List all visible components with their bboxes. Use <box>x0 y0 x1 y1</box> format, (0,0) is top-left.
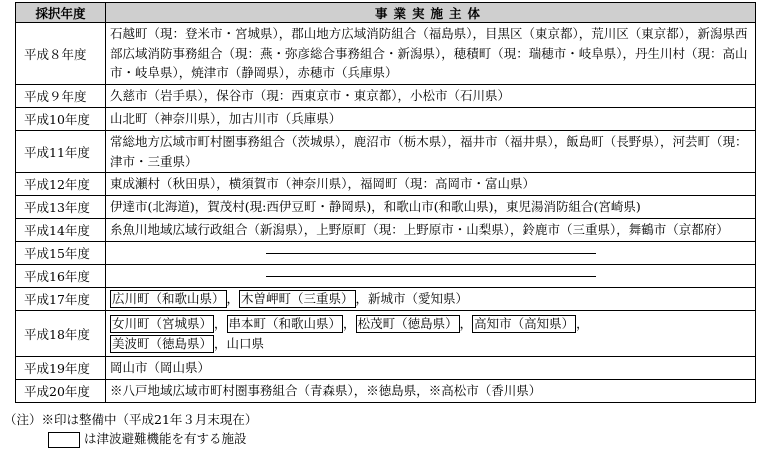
legend-box-icon <box>48 432 80 448</box>
notes <box>4 410 257 448</box>
table-row <box>16 311 756 357</box>
table-row <box>16 108 756 131</box>
implementer-text: 常総地方広域市町村圏事務組合（茨城県），鹿沼市（栃木県），福井市（福井県），飯島町（長野県），河芸町（現：津市・三重県） <box>110 134 748 169</box>
implementer-cell <box>106 357 756 380</box>
implementer-text: ， <box>459 316 473 331</box>
tsunami-facility-entry: 松茂町（徳島県） <box>357 316 458 331</box>
implementer-cell <box>106 311 756 357</box>
year-cell: 平成19年度 <box>16 357 106 380</box>
table-row <box>16 288 756 311</box>
implementer-cell <box>106 85 756 108</box>
year-cell: 平成14年度 <box>16 219 106 242</box>
note-line-2-text: は津波避難機能を有する施設 <box>84 431 247 446</box>
table-row <box>16 357 756 380</box>
table-row <box>16 85 756 108</box>
header-year: 採択年度 <box>16 3 106 23</box>
implementer-cell <box>106 265 756 288</box>
implementer-cell <box>106 288 756 311</box>
note-line-1: （注）※印は整備中（平成21年３月末現在） <box>4 412 258 427</box>
implementer-cell <box>106 380 756 403</box>
year-cell: 平成13年度 <box>16 196 106 219</box>
year-cell: 平成８年度 <box>16 23 106 85</box>
table-row <box>16 219 756 242</box>
implementer-text: ， <box>343 316 356 331</box>
implementer-text: 伊達市(北海道)，賀茂村(現:西伊豆町・静岡県)，和歌山市(和歌山県)，東児湯消防組合(宮崎県) <box>110 199 641 215</box>
implementer-text: ， <box>226 291 240 307</box>
implementer-text: 山北町（神奈川県），加古川市（兵庫県） <box>110 111 342 127</box>
implementer-cell <box>106 108 756 131</box>
adoption-table <box>15 2 756 403</box>
table-row <box>16 242 756 265</box>
empty-dash-line <box>266 276 596 277</box>
table-row <box>16 23 756 85</box>
implementer-text: ， <box>214 316 227 331</box>
implementer-text: 石越町（現：登米市・宮城県），郡山地方広域消防組合（福島県），目黒区（東京都），荒川区（東京都），新潟県西部広域消防事務組合（現：燕・弥彦総合事務組合・新潟県），穂積町（現：瑞穂市・岐阜県），丹生川村（現：高山市・岐阜県），焼津市（静岡県），赤穂市（兵庫県） <box>110 26 748 81</box>
empty-dash-line <box>266 253 596 254</box>
tsunami-facility-entry: 高知市（高知県） <box>474 316 575 331</box>
implementer-text: ， <box>576 316 589 331</box>
table-row <box>16 265 756 288</box>
year-cell: 平成18年度 <box>16 311 106 357</box>
implementer-text: 久慈市（岩手県），保谷市（現：西東京市・東京都），小松市（石川県） <box>110 88 511 104</box>
tsunami-facility-entry: 串本町（和歌山県） <box>228 316 342 331</box>
year-cell: 平成17年度 <box>16 288 106 311</box>
year-cell: 平成16年度 <box>16 265 106 288</box>
year-cell: 平成11年度 <box>16 131 106 173</box>
implementer-cell <box>106 173 756 196</box>
year-cell: 平成12年度 <box>16 173 106 196</box>
year-cell: 平成10年度 <box>16 108 106 131</box>
implementer-cell <box>106 23 756 85</box>
implementer-text: 糸魚川地域広域行政組合（新潟県），上野原町（現：上野原市・山梨県），鈴鹿市（三重県），舞鶴市（京都府） <box>110 222 729 238</box>
tsunami-facility-entry: 美波町（徳島県） <box>112 335 213 351</box>
implementer-cell <box>106 196 756 219</box>
table-row <box>16 380 756 403</box>
tsunami-facility-entry: 広川町（和歌山県） <box>112 291 225 307</box>
tsunami-facility-entry: 木曽岬町（三重県） <box>241 291 354 307</box>
tsunami-facility-entry: 女川町（宮城県） <box>112 316 213 331</box>
year-cell: 平成15年度 <box>16 242 106 265</box>
implementer-text: 東成瀬村（秋田県），横須賀市（神奈川県），福岡町（現：高岡市・富山県） <box>110 176 536 192</box>
header-body: 事業実施主体 <box>106 3 756 23</box>
header-row <box>16 3 756 23</box>
table-row <box>16 173 756 196</box>
table-body <box>16 23 756 403</box>
note-line-2 <box>4 429 257 448</box>
table-row <box>16 131 756 173</box>
implementer-text: ※八戸地域広域市町村圏事務組合（青森県），※徳島県，※高松市（香川県） <box>110 383 542 399</box>
implementer-cell <box>106 242 756 265</box>
year-cell: 平成20年度 <box>16 380 106 403</box>
implementer-text: 岡山市（岡山県） <box>110 360 211 376</box>
implementer-text: ，山口県 <box>214 335 265 351</box>
year-cell: 平成９年度 <box>16 85 106 108</box>
implementer-cell <box>106 131 756 173</box>
table-row <box>16 196 756 219</box>
implementer-text: ，新城市（愛知県） <box>355 291 469 307</box>
implementer-cell <box>106 219 756 242</box>
